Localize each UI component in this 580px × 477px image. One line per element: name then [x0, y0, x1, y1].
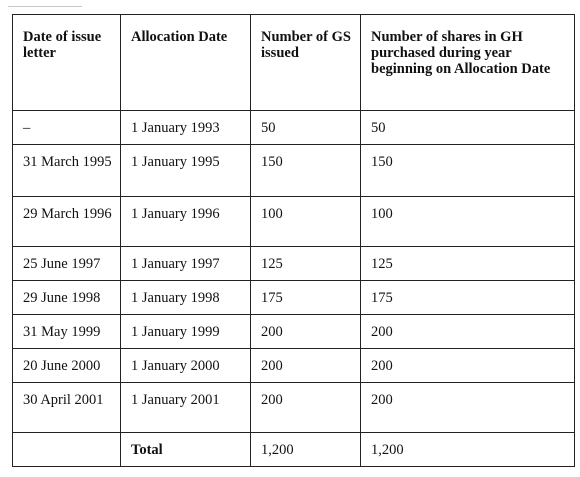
cell-shares-purchased: 200: [361, 349, 575, 383]
cell-allocation-date: 1 January 2001: [121, 383, 251, 433]
cell-gs-issued: 125: [251, 247, 361, 281]
cell-total-blank: [13, 433, 121, 467]
header-shares-purchased: Number of shares in GH purchased during year beginning on Allocation Date: [361, 15, 575, 111]
cell-allocation-date: 1 January 1998: [121, 281, 251, 315]
table-row: [13, 281, 575, 315]
cell-issue-letter-date: 31 May 1999: [13, 315, 121, 349]
cell-allocation-date: 1 January 1996: [121, 197, 251, 247]
top-rule: [8, 6, 82, 7]
header-allocation-date: Allocation Date: [121, 15, 251, 111]
cell-shares-purchased: 125: [361, 247, 575, 281]
cell-issue-letter-date: 20 June 2000: [13, 349, 121, 383]
cell-gs-issued: 50: [251, 111, 361, 145]
cell-gs-issued: 200: [251, 349, 361, 383]
cell-gs-issued: 100: [251, 197, 361, 247]
cell-allocation-date: 1 January 1995: [121, 145, 251, 197]
cell-shares-purchased: 100: [361, 197, 575, 247]
cell-gs-issued: 175: [251, 281, 361, 315]
cell-issue-letter-date: 29 June 1998: [13, 281, 121, 315]
cell-allocation-date: 1 January 2000: [121, 349, 251, 383]
cell-allocation-date: 1 January 1999: [121, 315, 251, 349]
header-number-of-gs-issued: Number of GS issued: [251, 15, 361, 111]
table-row: [13, 145, 575, 197]
total-shares-purchased: 1,200: [361, 433, 575, 467]
total-row: [13, 433, 575, 467]
cell-gs-issued: 150: [251, 145, 361, 197]
cell-shares-purchased: 200: [361, 315, 575, 349]
cell-allocation-date: 1 January 1997: [121, 247, 251, 281]
cell-allocation-date: 1 January 1993: [121, 111, 251, 145]
header-row: [13, 15, 575, 111]
total-label: Total: [121, 433, 251, 467]
table-row: [13, 197, 575, 247]
table-row: [13, 349, 575, 383]
table-row: [13, 315, 575, 349]
cell-issue-letter-date: 30 April 2001: [13, 383, 121, 433]
header-date-of-issue-letter: Date of issue letter: [13, 15, 121, 111]
cell-issue-letter-date: 25 June 1997: [13, 247, 121, 281]
share-allocation-table: [12, 14, 575, 467]
cell-issue-letter-date: 29 March 1996: [13, 197, 121, 247]
cell-shares-purchased: 175: [361, 281, 575, 315]
cell-shares-purchased: 50: [361, 111, 575, 145]
table-row: [13, 111, 575, 145]
table-row: [13, 247, 575, 281]
cell-gs-issued: 200: [251, 383, 361, 433]
cell-issue-letter-date: –: [13, 111, 121, 145]
total-gs-issued: 1,200: [251, 433, 361, 467]
table-row: [13, 383, 575, 433]
cell-shares-purchased: 200: [361, 383, 575, 433]
cell-issue-letter-date: 31 March 1995: [13, 145, 121, 197]
cell-shares-purchased: 150: [361, 145, 575, 197]
cell-gs-issued: 200: [251, 315, 361, 349]
